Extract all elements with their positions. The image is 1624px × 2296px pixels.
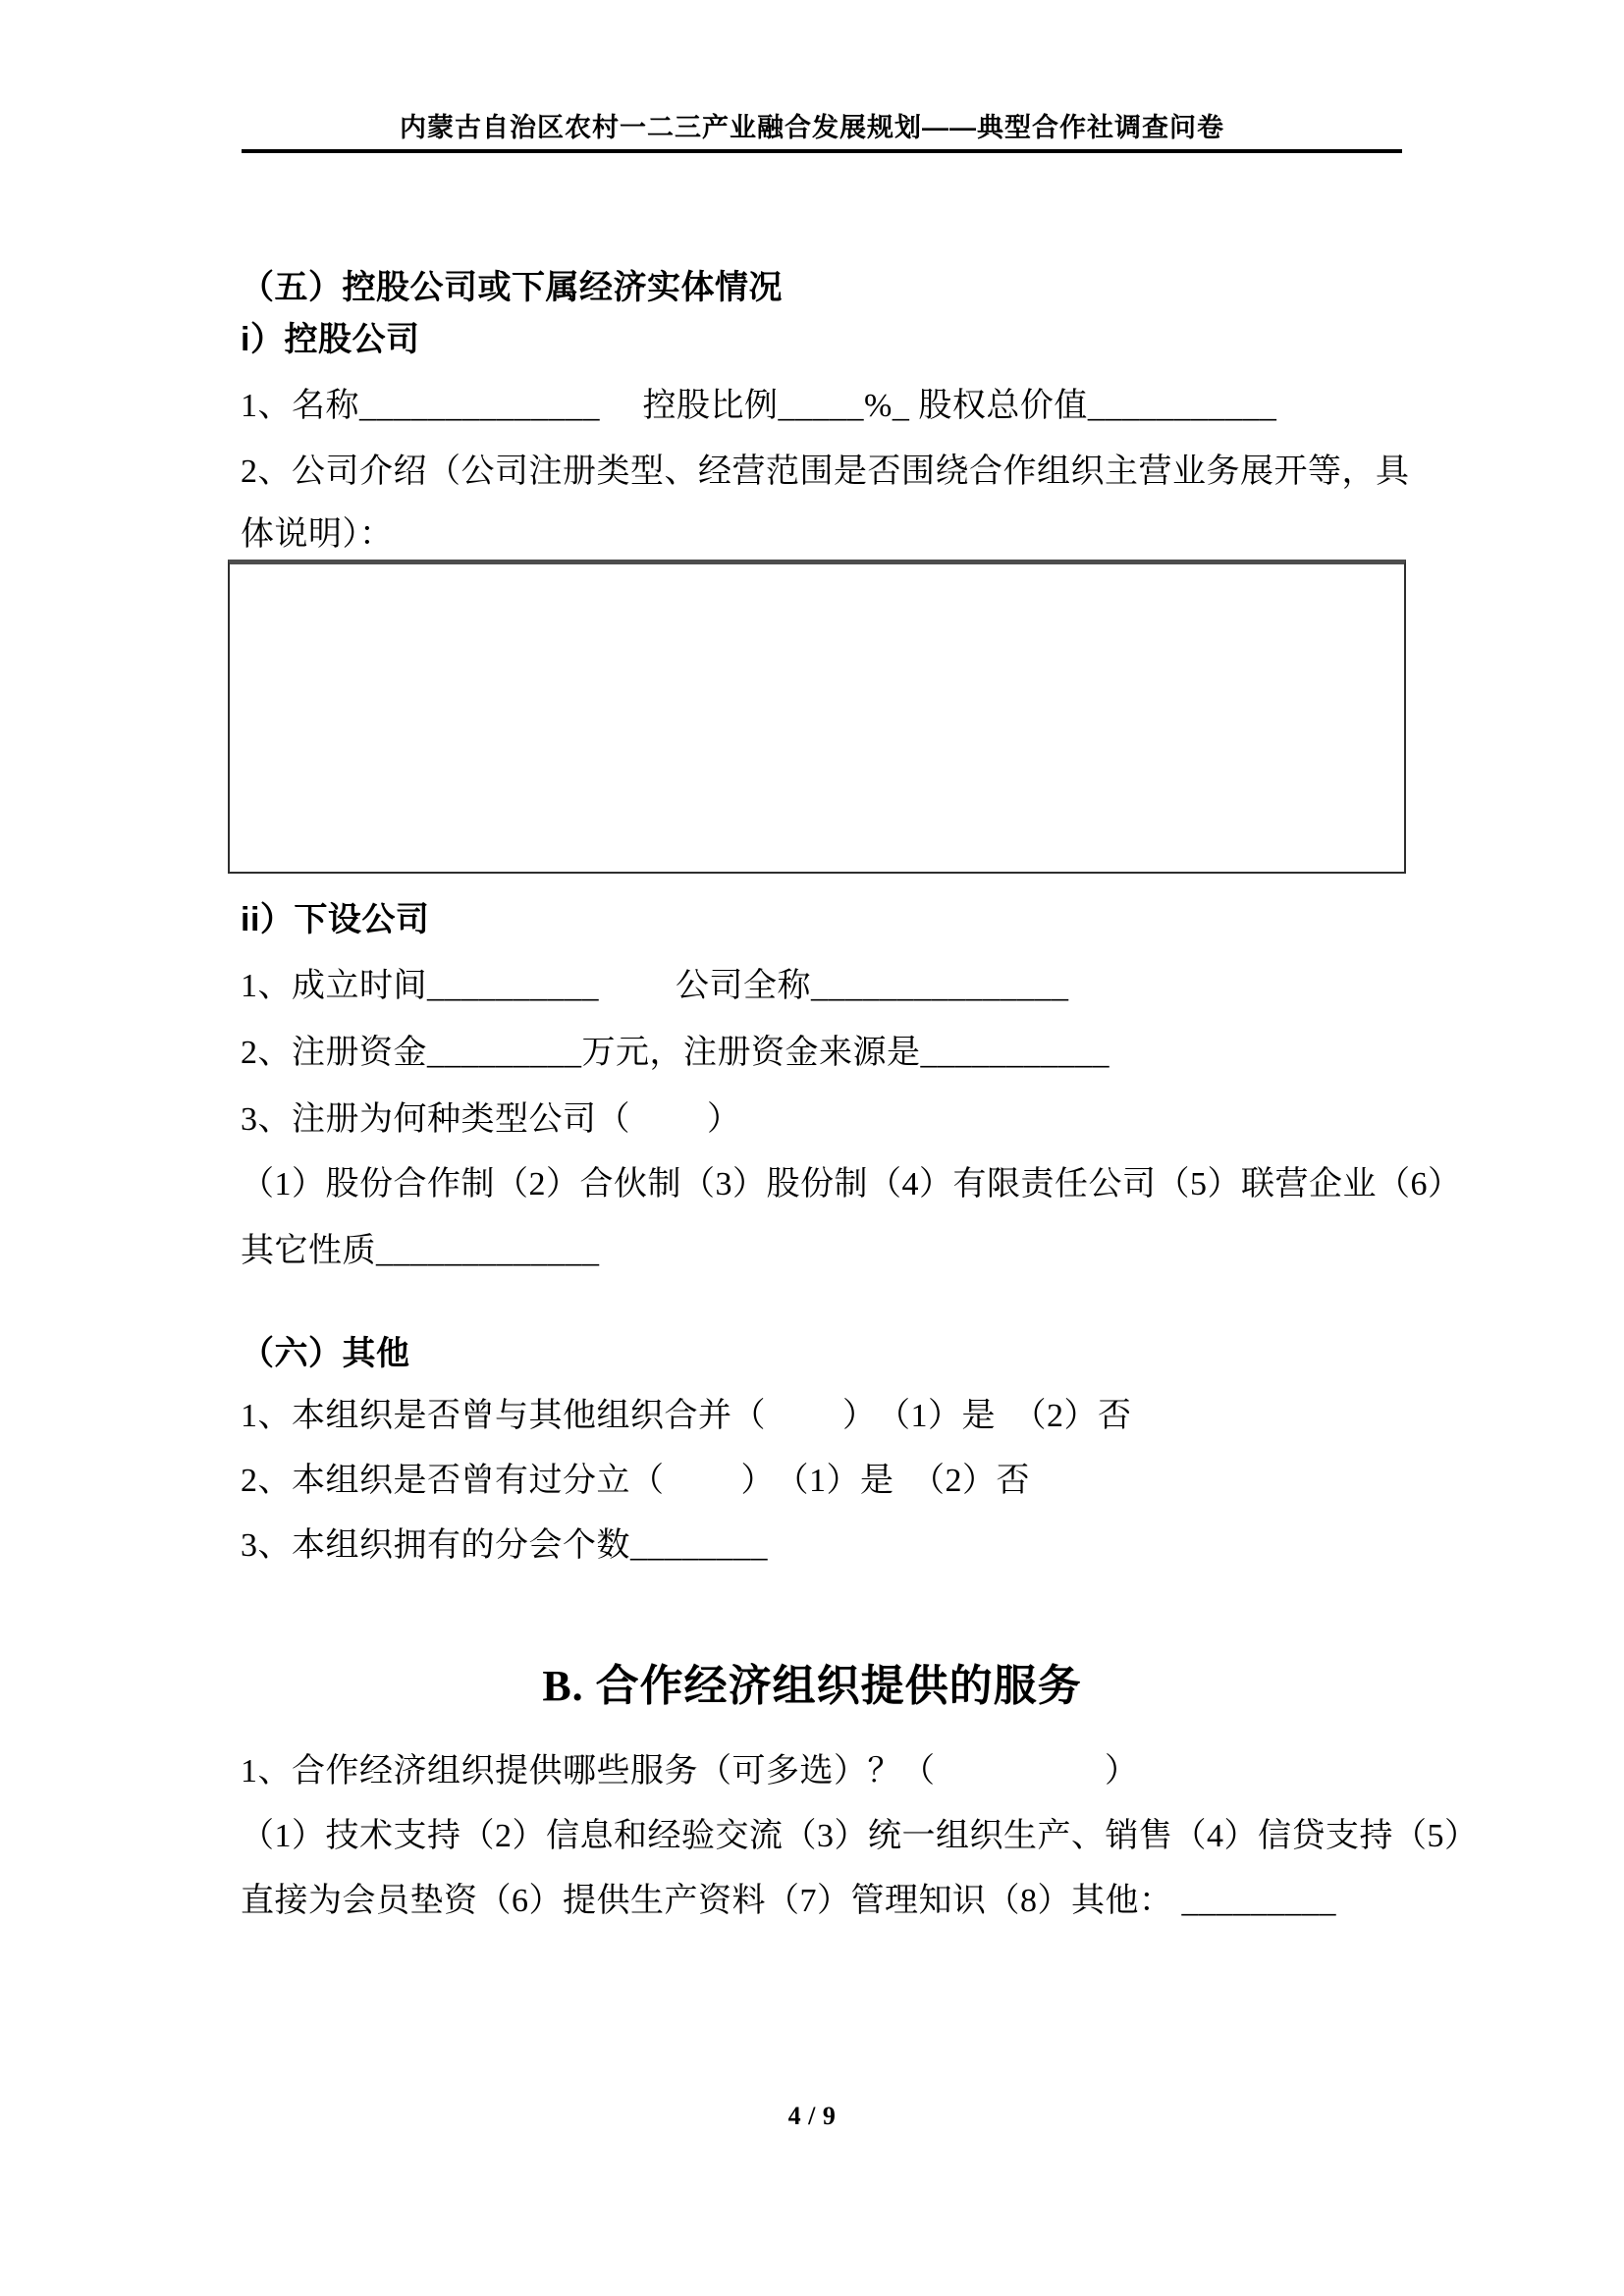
holding-q2-line1: 2、公司介绍（公司注册类型、经营范围是否围绕合作组织主营业务展开等，具 xyxy=(241,454,1410,490)
section6-q1-line: 1、本组织是否曾与其他组织合并（ ） （1）是 （2）否 xyxy=(241,1398,1132,1434)
sectionB-options-line1: （1）技术支持（2）信息和经验交流（3）统一组织生产、销售（4）信贷支持（5） xyxy=(241,1818,1479,1854)
holding-q1-line: 1、名称______________ 控股比例_____%_ 股权总价值___________ xyxy=(241,388,1277,424)
section6-title: （六）其他 xyxy=(241,1335,410,1372)
page-header-title: 内蒙古自治区农村一二三产业融合发展规划——典型合作社调查问卷 xyxy=(400,113,1224,142)
sectionB-options-line2: 直接为会员垫资（6）提供生产资料（7）管理知识（8）其他： _________ xyxy=(241,1883,1336,1919)
sectionB-q1-line: 1、合作经济组织提供哪些服务（可多选）？（ ） xyxy=(241,1753,1139,1789)
company-intro-answer-box xyxy=(228,560,1406,874)
section5-title: （五）控股公司或下属经济实体情况 xyxy=(241,269,783,306)
subsidiary-q3-options-line: （1）股份合作制（2）合伙制（3）股份制（4）有限责任公司（5）联营企业（6） xyxy=(241,1166,1462,1202)
subsidiary-q3-other-line: 其它性质_____________ xyxy=(241,1233,600,1269)
subsidiary-q1-line: 1、成立时间__________ 公司全称_______________ xyxy=(241,968,1069,1004)
subsidiary-company-subtitle: ii）下设公司 xyxy=(241,901,430,938)
section6-q2-line: 2、本组织是否曾有过分立（ ） （1）是 （2）否 xyxy=(241,1463,1030,1499)
section6-q3-line: 3、本组织拥有的分会个数________ xyxy=(241,1527,768,1564)
subsidiary-q3-line: 3、注册为何种类型公司（ ） xyxy=(241,1101,741,1138)
subsidiary-q2-line: 2、注册资金_________万元，注册资金来源是___________ xyxy=(241,1035,1110,1071)
holding-company-subtitle: i）控股公司 xyxy=(241,321,420,358)
sectionB-title: B. 合作经济组织提供的服务 xyxy=(542,1662,1082,1710)
page-number: 4 / 9 xyxy=(787,2102,837,2130)
holding-q2-line2: 体说明）： xyxy=(241,516,394,553)
header-rule-divider xyxy=(242,149,1402,153)
